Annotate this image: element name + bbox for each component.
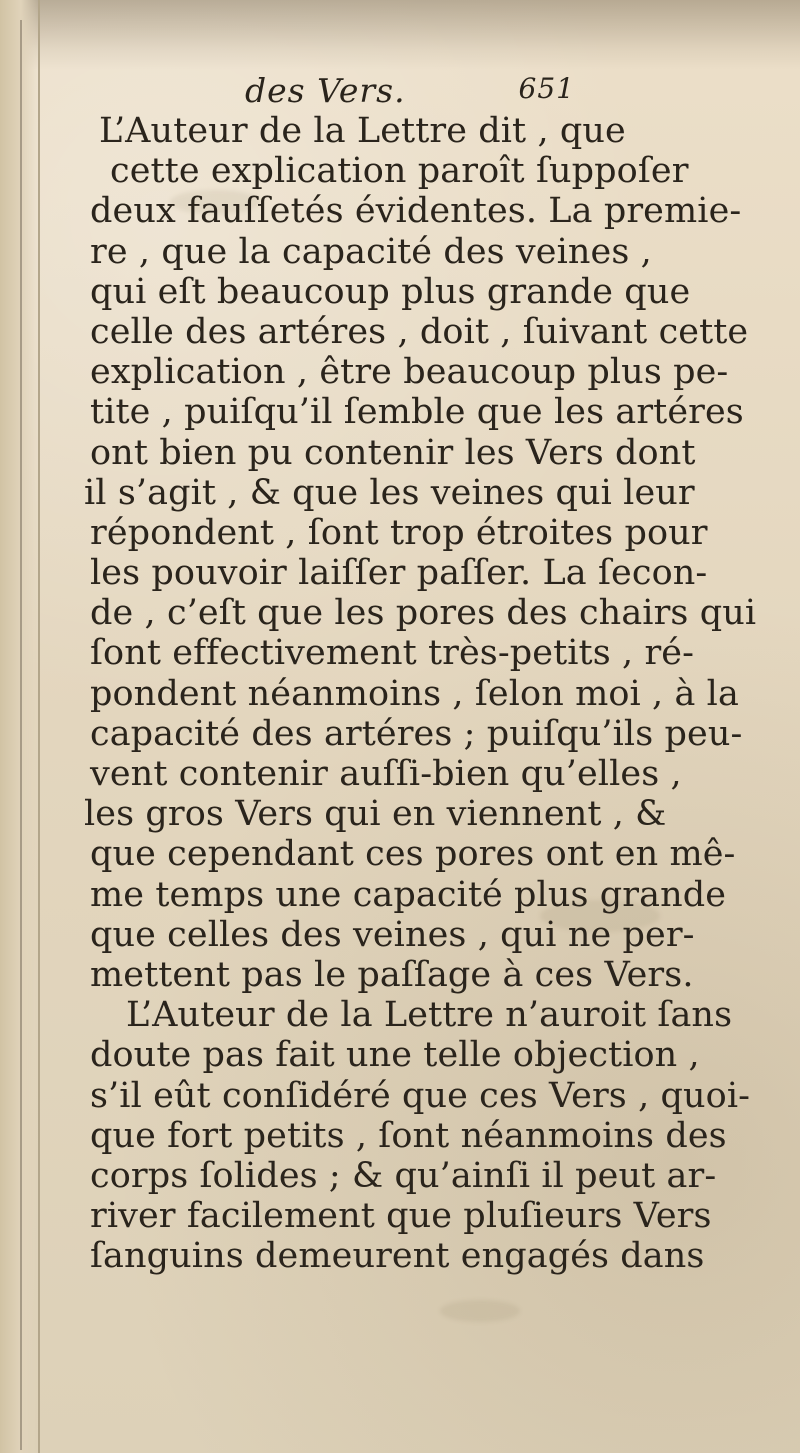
text-line: doute pas fait une telle objection , [90, 1035, 700, 1076]
page-header [245, 71, 575, 109]
text-line: s’il eût conſidéré que ces Vers , quoi- [90, 1075, 751, 1116]
text-line: vent contenir auſſi-bien qu’elles , [90, 754, 682, 794]
text-line: ſont effectivement très-petits , ré- [90, 633, 695, 674]
text-line: tite , puiſqu’il ſemble que les artéres [90, 392, 744, 433]
text-line: que cependant ces pores ont en mê- [90, 834, 736, 875]
text-line: capacité des artéres ; puiſqu’ils peu- [90, 713, 743, 754]
text-line: mettent pas le paſſage à ces Vers. [90, 954, 694, 995]
text-line: celle des artéres , doit , ſuivant cette [90, 311, 749, 352]
text-line: qui eſt beaucoup plus grande que [90, 271, 691, 312]
running-title: des Vers. [245, 71, 406, 110]
top-page-shadow [0, 0, 800, 70]
text-line: river facilement que pluſieurs Vers [90, 1196, 712, 1237]
text-line: ſanguins demeurent engagés dans [90, 1236, 705, 1277]
text-line: que celles des veines , qui ne per- [90, 914, 695, 955]
paper-stain [440, 1300, 520, 1322]
text-line: cette explication paroît ſuppoſer [110, 151, 689, 192]
text-line: re , que la capacité des veines , [90, 231, 652, 272]
text-line: il s’agit , & que les veines qui leur [84, 472, 695, 513]
text-line: deux fauſſetés évidentes. La premie- [90, 191, 742, 232]
text-line: corps ſolides ; & qu’ainſi il peut ar- [90, 1155, 717, 1196]
body-text [82, 111, 762, 1276]
text-line: que fort petits , ſont néanmoins des [90, 1115, 727, 1156]
text-line: de , c’eſt que les pores des chairs qui [90, 593, 757, 634]
text-line: L’Auteur de la Lettre dit , que [99, 111, 626, 151]
left-page-fold [20, 20, 22, 1450]
text-line: L’Auteur de la Lettre n’auroit ſans [126, 995, 733, 1036]
text-line: répondent , ſont trop étroites pour [90, 512, 708, 553]
text-line: les gros Vers qui en viennent , & [84, 794, 667, 835]
text-line: me temps une capacité plus grande [90, 874, 727, 915]
text-line: explication , être beaucoup plus pe- [90, 352, 729, 393]
text-line: ont bien pu contenir les Vers dont [90, 432, 696, 473]
page-number: 651 [518, 72, 575, 105]
text-line: les pouvoir laiſſer paſſer. La ſecon- [90, 553, 708, 594]
text-line: pondent néanmoins , ſelon moi , à la [90, 673, 739, 714]
